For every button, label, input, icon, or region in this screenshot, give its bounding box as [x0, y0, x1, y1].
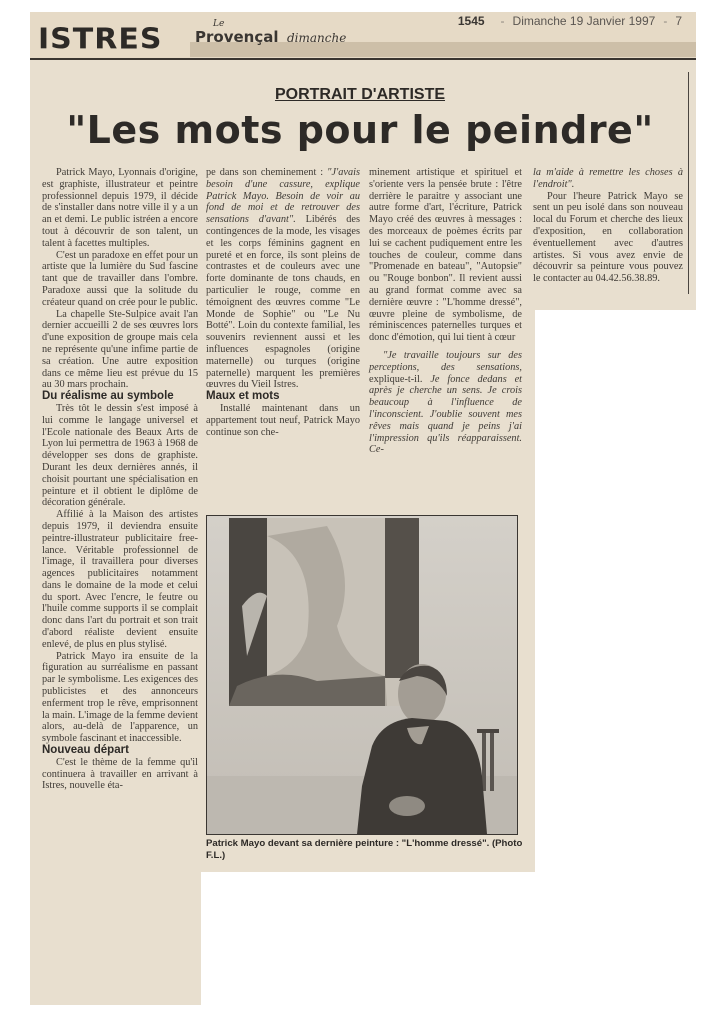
- issue-number: 1545: [457, 14, 485, 28]
- subheading: Maux et mots: [206, 390, 280, 403]
- paragraph: C'est le thème de la femme qu'il continuera à travailler en arrivant à Istres, nouvelle éta-: [42, 756, 198, 792]
- paragraph: Très tôt le dessin s'est imposé à lui comme le langage universel et l'Ecole nationale des Beaux Arts de Lyon lui permettra de 1963 à 1968 de développer ses dons de graphiste. Durant les deux dernières annés, il choisit pourtant une spécialisation en peinture et il obtient le diplôme de décoration générale.: [42, 402, 198, 509]
- text-run: Libérés des contingences de la mode, les visages et les corps féminins gagnent en pureté et en force, ils sont pleins de contrastes et de couleurs avec une forte dominante de tons chauds, en particulier le rouge, comme en témoignent des œuvres comme "Le Monde de Sophie" ou "Le Nu Botté". Loin du contexte familial, les souvenirs reviennent aussi et les influences espagnoles (origine maternelle) ou turques (origine paternelle) marquent les premières œuvres du Vieil Istres.: [206, 214, 361, 391]
- article-column-2: [206, 167, 360, 438]
- issue-info: [458, 14, 682, 28]
- logo-le: Le: [213, 19, 225, 29]
- paragraph: Patrick Mayo, Lyonnais d'origine, est graphiste, illustrateur et peintre professionnel depuis 1979, il décide de s'installer dans notre ville il y a un an et demi. Le public istréen a encore tout à découvrir de son talent, un talent à facettes multiples.: [42, 167, 198, 249]
- masthead-rule: [30, 58, 696, 60]
- photo-illustration: [207, 516, 517, 834]
- paragraph: Patrick Mayo ira ensuite de la figuration au surréalisme en passant par le symbolisme. Les exigences des publicistes et des annonceurs enferment trop le rêve, emprisonnent la main. L'image de la femme devient alors, au-delà de l'apparence, un symbole fascinant et inaccessible.: [42, 650, 198, 745]
- article-headline: "Les mots pour le peindre": [66, 108, 654, 152]
- paragraph: C'est un paradoxe en effet pour un artiste que la lumière du Sud fascine tant que de travailler dans l'ombre. Paradoxe aussi que la solitude du créateur quand on crée pour le public.: [42, 249, 198, 308]
- page-number: 7: [675, 14, 682, 28]
- article-frame-rule: [688, 72, 689, 294]
- section-title: ISTRES: [38, 22, 163, 57]
- quote: Je fonce dedans et après je cherche un sens. Je crois beaucoup à l'influence de l'inconscient. J'oublie souvent mes rêves mais quand je peins j'ai l'impression qu'ils réapparaissent. Ce-: [369, 373, 523, 456]
- article-column-1: [42, 167, 198, 792]
- quote: "Je travaille toujours sur des perceptions, des sensations,: [369, 349, 522, 373]
- separator: -: [500, 14, 505, 28]
- artist-photo: [206, 515, 518, 835]
- logo-sub: dimanche: [287, 31, 347, 45]
- issue-date: Dimanche 19 Janvier 1997: [512, 14, 656, 28]
- text-run: pe dans son cheminement :: [206, 167, 324, 178]
- quote: la m'aide à remettre les choses à l'endroit".: [533, 167, 683, 190]
- text-run: explique-t-il.: [369, 373, 423, 385]
- paragraph: Installé maintenant dans un appartement tout neuf, Patrick Mayo continue son che-: [206, 402, 360, 438]
- article-column-4: [533, 167, 683, 285]
- article-column-3: [369, 167, 522, 456]
- masthead: [30, 12, 696, 60]
- painting: [229, 518, 419, 706]
- paragraph: [369, 350, 522, 456]
- paragraph: [206, 167, 360, 391]
- paragraph: Pour l'heure Patrick Mayo se sent un peu isolé dans son nouveau local du Forum et cherche des lieux d'exposition, en collaboration éventuellement avec d'autres artistes. Si vous avez envie de découvrir sa peinture vous pouvez le contacter au 04.42.56.38.89.: [533, 190, 683, 285]
- logo-name: Provençal: [195, 28, 279, 46]
- article-kicker: PORTRAIT D'ARTISTE: [274, 86, 446, 103]
- paragraph: minement artistique et spirituel et s'oriente vers la pensée brute : l'être derrière le paraitre y associant une autre forme d'art, l'écriture, Patrick Mayo créé des œuvres à messages : des morceaux de poèmes écrits par lui se cachent pudiquement entre les touches de couleur, comme dans "Promenade en bateau", "Autopsie" ou "Rouge bonbon". Il revient aussi au grand format comme avec sa dernière œuvre : "L'homme dressé", œuvre pleine de symbolisme, de réminiscences paternelles turques et donc d'émotion, qui lui tient à cœur: [369, 167, 522, 344]
- paragraph: Affilié à la Maison des artistes depuis 1979, il deviendra ensuite peintre-illustrateur publicitaire free-lance. Véritable professionnel de l'image, il travaillera pour diverses agences publicitaires notamment dans le domaine de la mode et celui du sport. Avec l'encre, le feutre ou l'huile comme supports il se complait donc dans l'art du portrait et son trait d'abord réaliste devient ensuite enlevé, de plus en plus stylisé.: [42, 509, 198, 650]
- photo-caption: Patrick Mayo devant sa dernière peinture : "L'homme dressé". (Photo F.L.): [206, 838, 523, 861]
- clipping-left-column: [30, 860, 201, 1005]
- quote: "J'avais besoin d'une cassure, explique Patrick Mayo. Besoin de voir au fond de moi et de retrouver des sensations d'avant".: [206, 167, 360, 226]
- subheading: Nouveau départ: [42, 744, 129, 757]
- paragraph: La chapelle Ste-Sulpice avait l'an dernier accueilli 2 de ses œuvres lors d'une exposition de groupe mais cela ne représente qu'une infime partie de sa création. Une autre exposition dans ce même lieu est prévue du 15 au 30 mars prochain.: [42, 308, 198, 391]
- subheading: Du réalisme au symbole: [42, 390, 174, 403]
- separator: -: [663, 14, 668, 28]
